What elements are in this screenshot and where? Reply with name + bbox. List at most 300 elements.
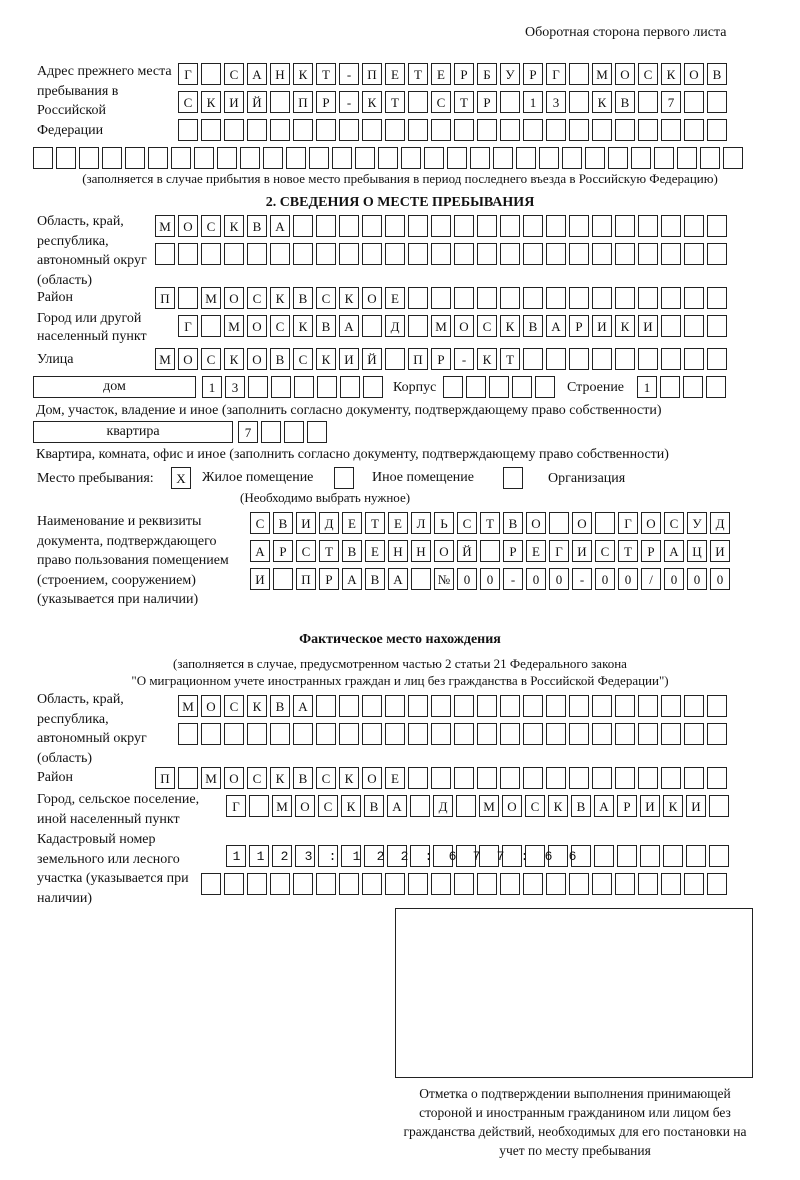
char-box[interactable]: Н xyxy=(388,540,408,562)
char-box[interactable]: Р xyxy=(454,63,474,85)
char-box[interactable] xyxy=(707,873,727,895)
char-box[interactable]: К xyxy=(339,287,359,309)
flat-type-field[interactable]: квартира xyxy=(33,421,233,443)
char-box[interactable]: 1 xyxy=(637,376,657,398)
char-box[interactable] xyxy=(569,91,589,113)
char-box[interactable]: К xyxy=(592,91,612,113)
char-box[interactable] xyxy=(615,723,635,745)
char-box[interactable]: В xyxy=(523,315,543,337)
char-box[interactable]: О xyxy=(295,795,315,817)
char-box[interactable] xyxy=(201,723,221,745)
char-box[interactable]: У xyxy=(687,512,707,534)
char-box[interactable] xyxy=(447,147,467,169)
char-box[interactable]: О xyxy=(684,63,704,85)
char-box[interactable]: И xyxy=(224,91,244,113)
char-box[interactable] xyxy=(638,873,658,895)
char-box[interactable]: С xyxy=(247,287,267,309)
char-box[interactable] xyxy=(569,873,589,895)
char-box[interactable]: П xyxy=(296,568,316,590)
place-option-residential-checkbox[interactable]: X xyxy=(171,467,191,489)
char-box[interactable]: А xyxy=(664,540,684,562)
char-box[interactable] xyxy=(546,119,566,141)
char-box[interactable] xyxy=(270,119,290,141)
char-box[interactable] xyxy=(569,243,589,265)
char-box[interactable] xyxy=(362,315,382,337)
char-box[interactable] xyxy=(592,873,612,895)
char-box[interactable] xyxy=(247,119,267,141)
char-box[interactable]: И xyxy=(640,795,660,817)
char-box[interactable] xyxy=(431,119,451,141)
char-box[interactable]: К xyxy=(224,215,244,237)
char-box[interactable]: О xyxy=(526,512,546,534)
char-box[interactable] xyxy=(339,873,359,895)
char-box[interactable] xyxy=(339,119,359,141)
char-box[interactable]: Т xyxy=(365,512,385,534)
char-box[interactable]: В xyxy=(707,63,727,85)
char-box[interactable] xyxy=(661,348,681,370)
char-box[interactable]: С xyxy=(293,348,313,370)
char-box[interactable]: Р xyxy=(316,91,336,113)
char-box[interactable] xyxy=(706,376,726,398)
char-box[interactable] xyxy=(592,243,612,265)
char-box[interactable] xyxy=(470,147,490,169)
char-box[interactable]: А xyxy=(250,540,270,562)
char-box[interactable]: А xyxy=(247,63,267,85)
char-box[interactable] xyxy=(339,695,359,717)
char-box[interactable] xyxy=(270,723,290,745)
char-box[interactable] xyxy=(615,873,635,895)
char-box[interactable]: А xyxy=(388,568,408,590)
char-box[interactable] xyxy=(500,723,520,745)
char-box[interactable] xyxy=(569,119,589,141)
char-box[interactable] xyxy=(201,63,221,85)
char-box[interactable]: М xyxy=(155,348,175,370)
char-box[interactable]: Т xyxy=(480,512,500,534)
char-box[interactable]: В xyxy=(365,568,385,590)
char-box[interactable]: А xyxy=(293,695,313,717)
char-box[interactable] xyxy=(270,243,290,265)
char-box[interactable]: С xyxy=(250,512,270,534)
char-box[interactable] xyxy=(307,421,327,443)
char-box[interactable] xyxy=(661,873,681,895)
char-box[interactable]: В xyxy=(503,512,523,534)
char-box[interactable] xyxy=(615,287,635,309)
char-box[interactable]: С xyxy=(595,540,615,562)
char-box[interactable] xyxy=(500,767,520,789)
char-box[interactable] xyxy=(316,723,336,745)
char-box[interactable]: Е xyxy=(431,63,451,85)
char-box[interactable] xyxy=(456,795,476,817)
char-box[interactable] xyxy=(261,421,281,443)
char-box[interactable] xyxy=(539,147,559,169)
char-box[interactable] xyxy=(638,91,658,113)
char-box[interactable] xyxy=(480,540,500,562)
char-box[interactable] xyxy=(683,376,703,398)
char-box[interactable] xyxy=(401,147,421,169)
char-box[interactable] xyxy=(201,119,221,141)
char-box[interactable]: Й xyxy=(362,348,382,370)
char-box[interactable]: В xyxy=(316,315,336,337)
char-box[interactable]: / xyxy=(641,568,661,590)
char-box[interactable]: М xyxy=(431,315,451,337)
char-box[interactable] xyxy=(466,376,486,398)
char-box[interactable]: Е xyxy=(385,63,405,85)
char-box[interactable]: И xyxy=(638,315,658,337)
char-box[interactable] xyxy=(294,376,314,398)
char-box[interactable] xyxy=(194,147,214,169)
char-box[interactable] xyxy=(201,315,221,337)
char-box[interactable] xyxy=(661,315,681,337)
char-box[interactable]: И xyxy=(686,795,706,817)
char-box[interactable] xyxy=(592,695,612,717)
char-box[interactable]: О xyxy=(247,315,267,337)
char-box[interactable] xyxy=(286,147,306,169)
char-box[interactable] xyxy=(654,147,674,169)
char-box[interactable]: Р xyxy=(569,315,589,337)
char-box[interactable] xyxy=(684,315,704,337)
char-box[interactable] xyxy=(608,147,628,169)
char-box[interactable] xyxy=(569,767,589,789)
char-box[interactable] xyxy=(240,147,260,169)
char-box[interactable] xyxy=(638,723,658,745)
char-box[interactable] xyxy=(723,147,743,169)
char-box[interactable] xyxy=(293,119,313,141)
char-box[interactable]: И xyxy=(296,512,316,534)
char-box[interactable]: Н xyxy=(270,63,290,85)
char-box[interactable]: В xyxy=(270,348,290,370)
char-box[interactable]: О xyxy=(201,695,221,717)
char-box[interactable] xyxy=(500,287,520,309)
char-box[interactable]: С xyxy=(224,63,244,85)
char-box[interactable] xyxy=(408,695,428,717)
place-option-other-checkbox[interactable] xyxy=(334,467,354,489)
char-box[interactable]: К xyxy=(270,287,290,309)
char-box[interactable]: О xyxy=(224,287,244,309)
char-box[interactable] xyxy=(431,767,451,789)
char-box[interactable] xyxy=(248,376,268,398)
char-box[interactable] xyxy=(477,287,497,309)
char-box[interactable]: Т xyxy=(385,91,405,113)
char-box[interactable]: С xyxy=(318,795,338,817)
char-box[interactable] xyxy=(148,147,168,169)
char-box[interactable]: О xyxy=(178,215,198,237)
char-box[interactable]: Р xyxy=(503,540,523,562)
char-box[interactable] xyxy=(477,873,497,895)
char-box[interactable] xyxy=(660,376,680,398)
char-box[interactable] xyxy=(569,63,589,85)
char-box[interactable]: К xyxy=(316,348,336,370)
char-box[interactable] xyxy=(273,568,293,590)
char-box[interactable]: И xyxy=(250,568,270,590)
char-box[interactable]: А xyxy=(339,315,359,337)
char-box[interactable]: 0 xyxy=(687,568,707,590)
char-box[interactable] xyxy=(546,873,566,895)
char-box[interactable]: О xyxy=(362,767,382,789)
char-box[interactable] xyxy=(523,767,543,789)
char-box[interactable] xyxy=(477,767,497,789)
char-box[interactable]: Р xyxy=(319,568,339,590)
char-box[interactable] xyxy=(408,767,428,789)
char-box[interactable]: Н xyxy=(411,540,431,562)
char-box[interactable] xyxy=(454,119,474,141)
char-box[interactable] xyxy=(638,287,658,309)
char-box[interactable] xyxy=(512,376,532,398)
char-box[interactable] xyxy=(615,215,635,237)
char-box[interactable]: А xyxy=(270,215,290,237)
char-box[interactable]: Л xyxy=(411,512,431,534)
char-box[interactable] xyxy=(684,348,704,370)
char-box[interactable] xyxy=(270,873,290,895)
char-box[interactable]: С xyxy=(296,540,316,562)
char-box[interactable]: А xyxy=(387,795,407,817)
char-box[interactable] xyxy=(355,147,375,169)
char-box[interactable]: В xyxy=(247,215,267,237)
char-box[interactable] xyxy=(592,723,612,745)
char-box[interactable]: Е xyxy=(342,512,362,534)
char-box[interactable]: Р xyxy=(477,91,497,113)
char-box[interactable]: № xyxy=(434,568,454,590)
char-box[interactable] xyxy=(638,119,658,141)
char-box[interactable] xyxy=(638,695,658,717)
char-box[interactable]: Г xyxy=(178,63,198,85)
char-box[interactable] xyxy=(523,287,543,309)
char-box[interactable]: О xyxy=(362,287,382,309)
char-box[interactable] xyxy=(569,215,589,237)
char-box[interactable] xyxy=(516,147,536,169)
char-box[interactable] xyxy=(270,91,290,113)
char-box[interactable] xyxy=(477,215,497,237)
char-box[interactable] xyxy=(684,91,704,113)
char-box[interactable]: С xyxy=(525,795,545,817)
char-box[interactable] xyxy=(317,376,337,398)
char-box[interactable] xyxy=(615,348,635,370)
char-box[interactable]: М xyxy=(479,795,499,817)
char-box[interactable] xyxy=(362,243,382,265)
char-box[interactable] xyxy=(247,723,267,745)
char-box[interactable] xyxy=(684,287,704,309)
char-box[interactable] xyxy=(638,348,658,370)
char-box[interactable] xyxy=(523,873,543,895)
char-box[interactable] xyxy=(638,215,658,237)
char-box[interactable] xyxy=(707,723,727,745)
char-box[interactable] xyxy=(408,315,428,337)
char-box[interactable] xyxy=(523,348,543,370)
char-box[interactable]: С xyxy=(477,315,497,337)
char-box[interactable]: О xyxy=(247,348,267,370)
char-box[interactable] xyxy=(500,243,520,265)
char-box[interactable] xyxy=(408,873,428,895)
char-box[interactable] xyxy=(431,243,451,265)
char-box[interactable]: К xyxy=(341,795,361,817)
char-box[interactable] xyxy=(549,512,569,534)
char-box[interactable] xyxy=(523,243,543,265)
char-box[interactable] xyxy=(707,348,727,370)
char-box[interactable] xyxy=(247,873,267,895)
char-box[interactable]: С xyxy=(457,512,477,534)
char-box[interactable] xyxy=(615,767,635,789)
char-box[interactable] xyxy=(661,723,681,745)
char-box[interactable] xyxy=(316,119,336,141)
char-box[interactable] xyxy=(178,119,198,141)
char-box[interactable] xyxy=(595,512,615,534)
char-box[interactable] xyxy=(408,287,428,309)
char-box[interactable]: 0 xyxy=(457,568,477,590)
char-box[interactable]: И xyxy=(592,315,612,337)
char-box[interactable] xyxy=(500,695,520,717)
char-box[interactable]: К xyxy=(293,315,313,337)
char-box[interactable] xyxy=(661,287,681,309)
char-box[interactable]: М xyxy=(201,287,221,309)
char-box[interactable] xyxy=(454,723,474,745)
char-box[interactable]: С xyxy=(270,315,290,337)
char-box[interactable] xyxy=(33,147,53,169)
char-box[interactable]: О xyxy=(641,512,661,534)
char-box[interactable] xyxy=(363,376,383,398)
char-box[interactable] xyxy=(385,695,405,717)
char-box[interactable]: С xyxy=(201,348,221,370)
char-box[interactable] xyxy=(569,723,589,745)
char-box[interactable]: Е xyxy=(385,767,405,789)
char-box[interactable]: А xyxy=(546,315,566,337)
char-box[interactable]: 0 xyxy=(664,568,684,590)
char-box[interactable] xyxy=(493,147,513,169)
char-box[interactable] xyxy=(684,723,704,745)
char-box[interactable] xyxy=(500,119,520,141)
char-box[interactable]: Д xyxy=(433,795,453,817)
char-box[interactable]: 0 xyxy=(549,568,569,590)
char-box[interactable]: Г xyxy=(549,540,569,562)
char-box[interactable] xyxy=(569,695,589,717)
char-box[interactable] xyxy=(249,795,269,817)
char-box[interactable] xyxy=(707,315,727,337)
char-box[interactable]: Г xyxy=(226,795,246,817)
char-box[interactable]: Р xyxy=(641,540,661,562)
char-box[interactable] xyxy=(332,147,352,169)
char-box[interactable] xyxy=(546,767,566,789)
char-box[interactable] xyxy=(523,723,543,745)
char-box[interactable] xyxy=(263,147,283,169)
char-box[interactable] xyxy=(500,215,520,237)
char-box[interactable]: С xyxy=(247,767,267,789)
char-box[interactable]: Т xyxy=(500,348,520,370)
char-box[interactable] xyxy=(523,215,543,237)
char-box[interactable] xyxy=(638,767,658,789)
char-box[interactable]: С xyxy=(316,287,336,309)
char-box[interactable]: 3 xyxy=(225,376,245,398)
char-box[interactable] xyxy=(408,119,428,141)
char-box[interactable] xyxy=(56,147,76,169)
char-box[interactable] xyxy=(378,147,398,169)
char-box[interactable] xyxy=(523,119,543,141)
char-box[interactable] xyxy=(615,243,635,265)
char-box[interactable] xyxy=(661,767,681,789)
char-box[interactable]: М xyxy=(224,315,244,337)
char-box[interactable]: А xyxy=(342,568,362,590)
char-box[interactable] xyxy=(316,873,336,895)
char-box[interactable] xyxy=(293,723,313,745)
char-box[interactable] xyxy=(79,147,99,169)
char-box[interactable] xyxy=(631,147,651,169)
char-box[interactable] xyxy=(684,215,704,237)
char-box[interactable]: О xyxy=(615,63,635,85)
char-box[interactable] xyxy=(178,243,198,265)
char-box[interactable] xyxy=(408,723,428,745)
char-box[interactable]: В xyxy=(293,767,313,789)
char-box[interactable] xyxy=(125,147,145,169)
char-box[interactable]: Й xyxy=(457,540,477,562)
char-box[interactable]: Е xyxy=(385,287,405,309)
char-box[interactable] xyxy=(339,723,359,745)
char-box[interactable] xyxy=(477,723,497,745)
char-box[interactable] xyxy=(385,348,405,370)
char-box[interactable] xyxy=(707,215,727,237)
char-box[interactable]: А xyxy=(594,795,614,817)
char-box[interactable]: Т xyxy=(454,91,474,113)
char-box[interactable] xyxy=(431,723,451,745)
char-box[interactable]: - xyxy=(572,568,592,590)
char-box[interactable]: П xyxy=(362,63,382,85)
char-box[interactable]: С xyxy=(638,63,658,85)
char-box[interactable] xyxy=(638,243,658,265)
char-box[interactable] xyxy=(535,376,555,398)
char-box[interactable] xyxy=(293,215,313,237)
char-box[interactable] xyxy=(411,568,431,590)
char-box[interactable] xyxy=(408,91,428,113)
char-box[interactable]: Е xyxy=(526,540,546,562)
char-box[interactable]: - xyxy=(454,348,474,370)
char-box[interactable] xyxy=(339,215,359,237)
place-option-organization-checkbox[interactable] xyxy=(503,467,523,489)
char-box[interactable] xyxy=(615,695,635,717)
char-box[interactable] xyxy=(408,243,428,265)
char-box[interactable]: В xyxy=(615,91,635,113)
char-box[interactable] xyxy=(500,91,520,113)
char-box[interactable] xyxy=(546,723,566,745)
char-box[interactable]: 0 xyxy=(618,568,638,590)
char-box[interactable]: В xyxy=(270,695,290,717)
char-box[interactable] xyxy=(684,767,704,789)
char-box[interactable] xyxy=(362,215,382,237)
char-box[interactable]: Д xyxy=(710,512,730,534)
char-box[interactable] xyxy=(707,287,727,309)
char-box[interactable] xyxy=(523,695,543,717)
char-box[interactable] xyxy=(707,767,727,789)
char-box[interactable]: К xyxy=(500,315,520,337)
char-box[interactable] xyxy=(661,215,681,237)
char-box[interactable]: С xyxy=(316,767,336,789)
char-box[interactable] xyxy=(443,376,463,398)
char-box[interactable]: Р xyxy=(523,63,543,85)
char-box[interactable]: Й xyxy=(247,91,267,113)
char-box[interactable] xyxy=(316,215,336,237)
char-box[interactable]: К xyxy=(477,348,497,370)
char-box[interactable] xyxy=(700,147,720,169)
char-box[interactable]: У xyxy=(500,63,520,85)
char-box[interactable] xyxy=(546,287,566,309)
char-box[interactable]: - xyxy=(339,91,359,113)
char-box[interactable]: М xyxy=(178,695,198,717)
char-box[interactable]: О xyxy=(224,767,244,789)
char-box[interactable] xyxy=(410,795,430,817)
char-box[interactable] xyxy=(309,147,329,169)
char-box[interactable]: К xyxy=(663,795,683,817)
char-box[interactable] xyxy=(408,215,428,237)
char-box[interactable]: К xyxy=(615,315,635,337)
char-box[interactable] xyxy=(178,767,198,789)
char-box[interactable]: 0 xyxy=(526,568,546,590)
char-box[interactable]: В xyxy=(571,795,591,817)
char-box[interactable] xyxy=(385,873,405,895)
